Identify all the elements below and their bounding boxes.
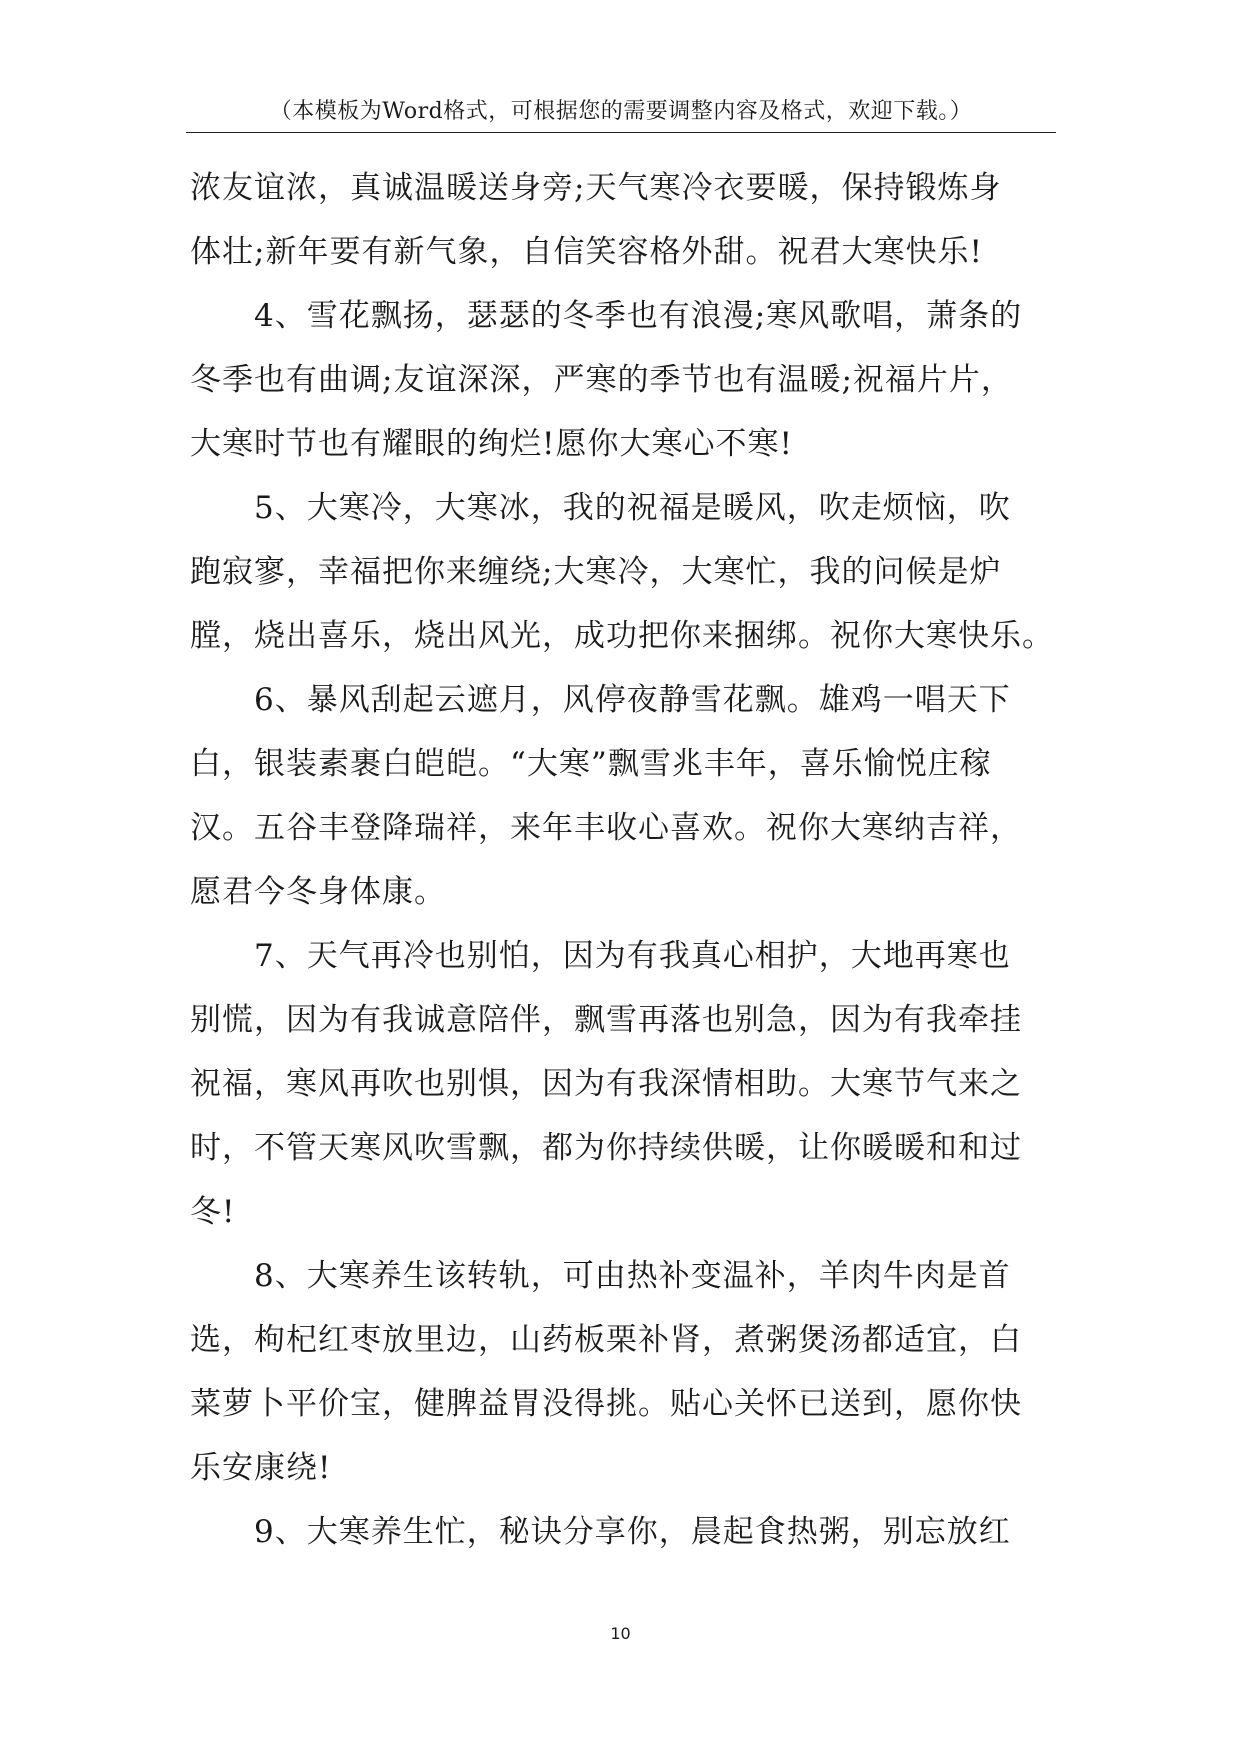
text-line: 汉。五谷丰登降瑞祥，来年丰收心喜欢。祝你大寒纳吉祥， (190, 810, 1022, 846)
text-line: 8、大寒养生该转轨，可由热补变温补，羊肉牛肉是首 (254, 1258, 1011, 1294)
document-body (190, 156, 1056, 1564)
text-line: 冬! (190, 1194, 236, 1230)
text-line: 膛，烧出喜乐，烧出风光，成功把你来捆绑。祝你大寒快乐。 (190, 618, 1054, 654)
text-line: 选，枸杞红枣放里边，山药板栗补肾，煮粥煲汤都适宜，白 (190, 1322, 1022, 1358)
header-divider (186, 132, 1056, 133)
text-line: 5、大寒冷，大寒冰，我的祝福是暖风，吹走烦恼，吹 (254, 490, 1011, 526)
text-line: 时，不管天寒风吹雪飘，都为你持续供暖，让你暖暖和和过 (190, 1130, 1022, 1166)
text-line: 浓友谊浓，真诚温暖送身旁;天气寒冷衣要暖，保持锻炼身 (190, 170, 1002, 206)
text-line: 大寒时节也有耀眼的绚烂!愿你大寒心不寒! (190, 426, 793, 462)
text-line: 9、大寒养生忙，秘诀分享你，晨起食热粥，别忘放红 (254, 1514, 1011, 1550)
text-line: 冬季也有曲调;友谊深深，严寒的季节也有温暖;祝福片片， (190, 362, 1013, 398)
text-line: 4、雪花飘扬，瑟瑟的冬季也有浪漫;寒风歌唱，萧条的 (254, 298, 1023, 334)
text-line: 愿君今冬身体康。 (190, 874, 446, 910)
text-line: 别慌，因为有我诚意陪伴，飘雪再落也别急，因为有我牵挂 (190, 1002, 1022, 1038)
text-line: 祝福，寒风再吹也别惧，因为有我深情相助。大寒节气来之 (190, 1066, 1022, 1102)
text-line: 菜萝卜平价宝，健脾益胃没得挑。贴心关怀已送到，愿你快 (190, 1386, 1022, 1422)
text-line: 6、暴风刮起云遮月，风停夜静雪花飘。雄鸡一唱天下 (254, 682, 1011, 718)
text-line: 7、天气再冷也别怕，因为有我真心相护，大地再寒也 (254, 938, 1011, 974)
text-line: 乐安康绕! (190, 1450, 332, 1486)
text-line: 白，银装素裹白皑皑。“大寒”飘雪兆丰年，喜乐愉悦庄稼 (190, 746, 992, 782)
text-line: 跑寂寥，幸福把你来缠绕;大寒冷，大寒忙，我的问候是炉 (190, 554, 1002, 590)
text-line: 体壮;新年要有新气象，自信笑容格外甜。祝君大寒快乐! (190, 234, 983, 270)
page-number: 10 (610, 1624, 631, 1643)
page-header: （本模板为Word格式，可根据您的需要调整内容及格式，欢迎下载。） (269, 99, 973, 124)
